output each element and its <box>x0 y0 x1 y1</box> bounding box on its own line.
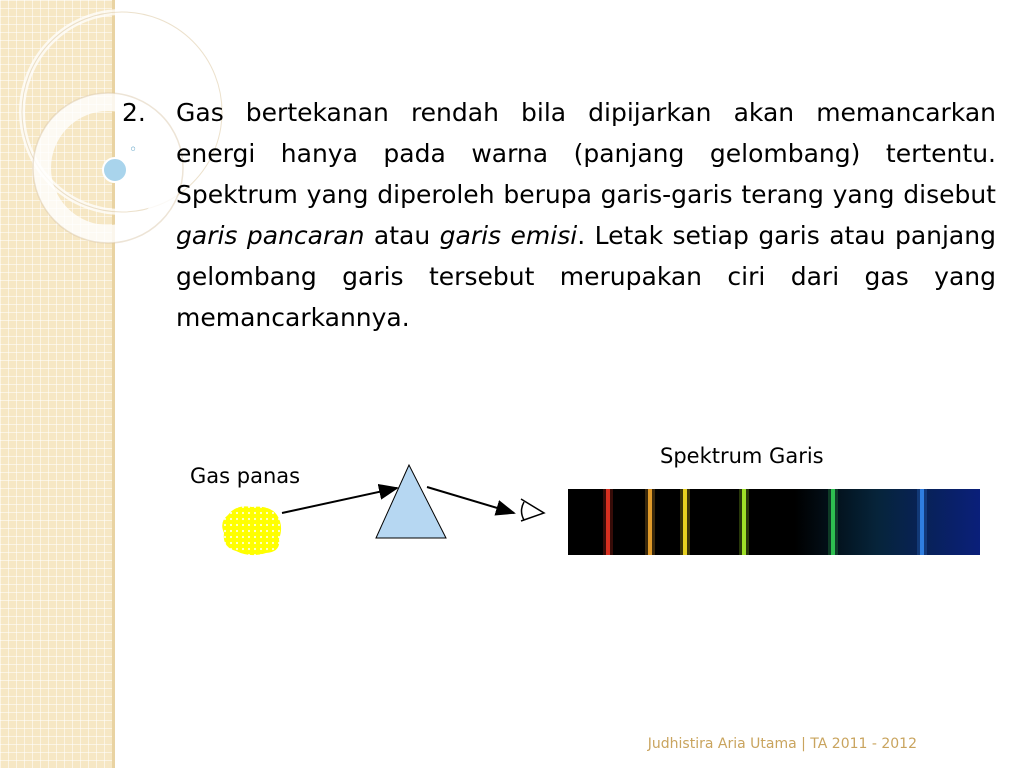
term-garis-pancaran: garis pancaran <box>176 221 365 250</box>
paragraph-text: atau <box>364 221 440 250</box>
spectrum-label: Spektrum Garis <box>660 444 824 468</box>
gas-label: Gas panas <box>190 464 301 488</box>
spectrum-line <box>742 489 746 555</box>
term-garis-emisi: garis emisi <box>439 221 578 250</box>
incident-ray-arrow <box>282 488 397 513</box>
sub-bullet-marker: ◦ <box>129 142 138 158</box>
spectrum-line <box>831 489 835 555</box>
spectrum-line <box>648 489 652 555</box>
spectrum-line <box>683 489 687 555</box>
footer-credit: Judhistira Aria Utama | TA 2011 - 2012 <box>647 736 917 752</box>
dispersed-ray-arrow <box>427 487 514 513</box>
spectrum-line <box>920 489 924 555</box>
paragraph-text: . Letak setiap garis atau panjang gelombang garis tersebut merupakan ciri dari gas yang memancarkannya. <box>176 221 996 332</box>
eye-icon <box>521 499 544 521</box>
hot-gas-blob <box>222 506 281 555</box>
paragraph-text: Gas bertekanan rendah bila dipijarkan akan memancarkan energi hanya pada warna (panjang gelombang) tertentu. Spektrum yang diperoleh berupa garis-garis terang yang disebut <box>176 98 996 209</box>
spectrum-line <box>606 489 610 555</box>
item-number: 2. <box>122 98 146 127</box>
prism-icon <box>376 465 446 538</box>
